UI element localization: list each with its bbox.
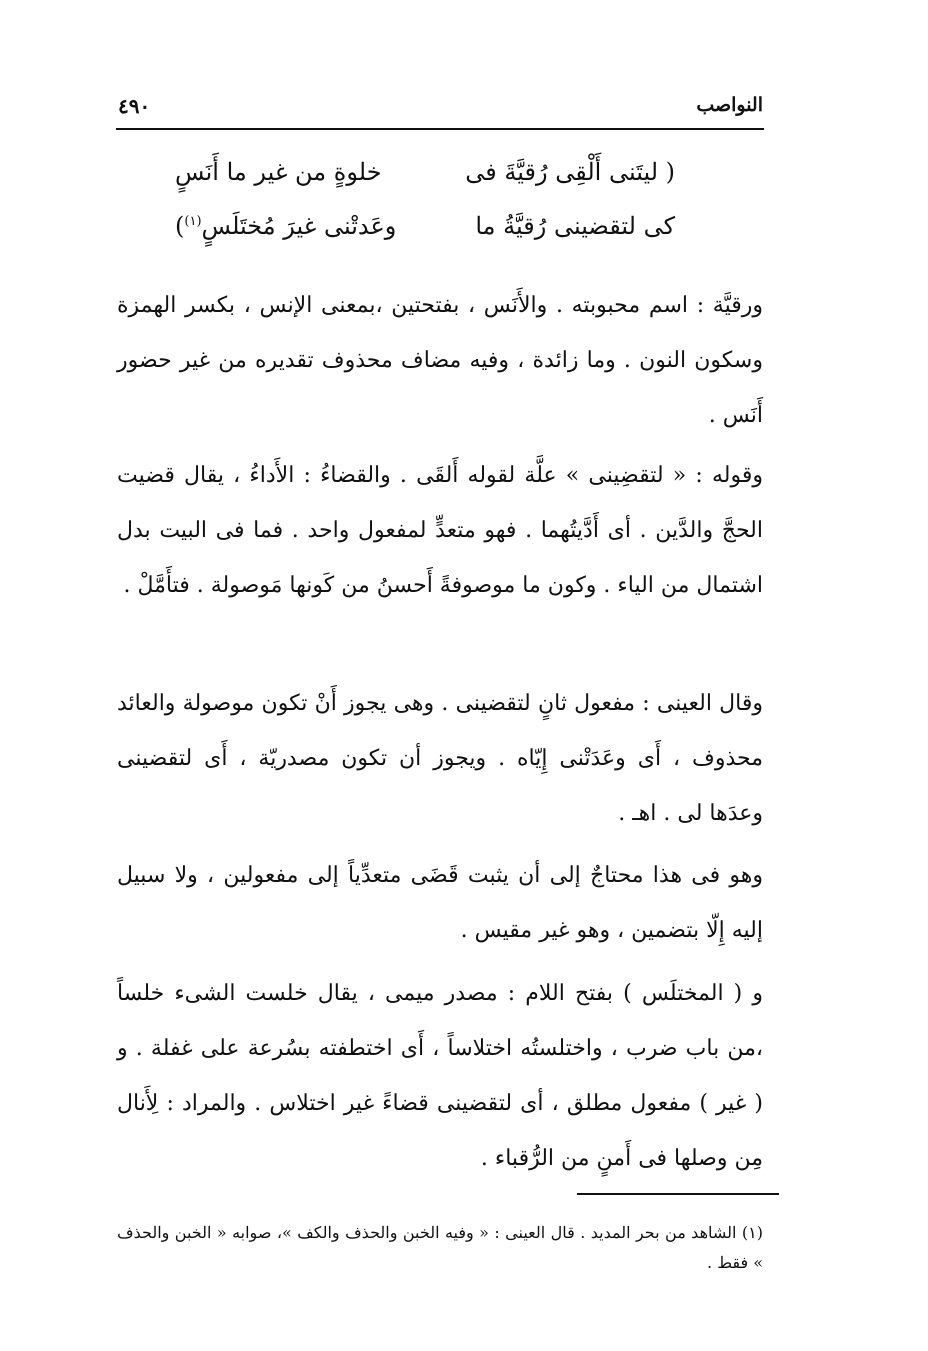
- verse-closing-paren: ): [175, 212, 185, 240]
- verse-hemistich-first: ( ليتَنى أَلْقِى رُقيَّةَ فى: [465, 158, 675, 186]
- verse-line: [175, 158, 675, 198]
- verse-hemistich-first: كى لتقضينى رُقيَّةُ ما: [475, 212, 675, 240]
- footnote-text: (١) الشاهد من بحر المديد . قال العينى : « وفيه الخبن والحذف والكف »، صوابه « الخبن والحذف » فقط .: [117, 1223, 763, 1272]
- commentary-paragraph: ورقيَّة : اسم محبوبته . والأَنَس ، بفتحتين ،بمعنى الإنس ، بكسر الهمزة وسكون النون . وما زائدة ، وفيه مضاف محذوف تقديره من غير حضور أَنَس .: [117, 293, 763, 428]
- header-rule: [116, 128, 764, 130]
- footnote-reference: (١): [184, 214, 202, 229]
- running-title: النواصب: [696, 94, 763, 116]
- verse-hemistich-second-wrapper: [175, 212, 396, 240]
- commentary-paragraph: وهو فى هذا محتاجٌ إلى أن يثبت قَضَى متعدِّياً إلى مفعولين ، ولا سبيل إليه إِلّا بتضمين ، وهو غير مقيس .: [117, 863, 764, 943]
- verse-line: [175, 212, 675, 252]
- page-header: [118, 94, 763, 128]
- commentary-paragraph: و ( المختلَس ) بفتح اللام : مصدر ميمى ، يقال خلست الشىء خلساً ،من باب ضرب ، واختلستُه اختلاساً ، أَى اختطفته بسُرعة على غفلة . و ( غير ) مفعول مطلق ، أى لتقضينى قضاءً غير اختلاس . والمراد : لِأَنال مِن وصلها فى أَمنٍ من الرُّقباء .: [117, 981, 763, 1171]
- verse-hemistich-second: خلوةٍ من غير ما أَنَسٍ: [175, 158, 382, 186]
- footnote-rule: [577, 1193, 779, 1195]
- verse-hemistich-second: وعَدتْنى غيرَ مُختَلَسٍ: [201, 212, 397, 240]
- commentary-paragraph: وقال العينى : مفعول ثانٍ لتقضينى . وهى يجوز أَنْ تكون موصولة والعائد محذوف ، أَى وعَدَتْنى إِيّاه . ويجوز أن تكون مصدريّة ، أَى لتقضينى وعدَها لى . اهـ .: [117, 691, 763, 826]
- page-number: ٤٩٠: [118, 94, 151, 118]
- commentary-paragraph: وقوله : « لتقضِينى » علَّة لقوله أَلقَى . والقضاءُ : الأَداءُ ، يقال قضيت الحجَّ والدَّين . أى أَدَّيتُهما . فهو متعدٍّ لمفعول واحد . فما فى البيت بدل اشتمال من الياء . وكون ما موصوفةً أَحسنُ من كَونها مَوصولة . فتأَمَّلْ .: [117, 463, 763, 598]
